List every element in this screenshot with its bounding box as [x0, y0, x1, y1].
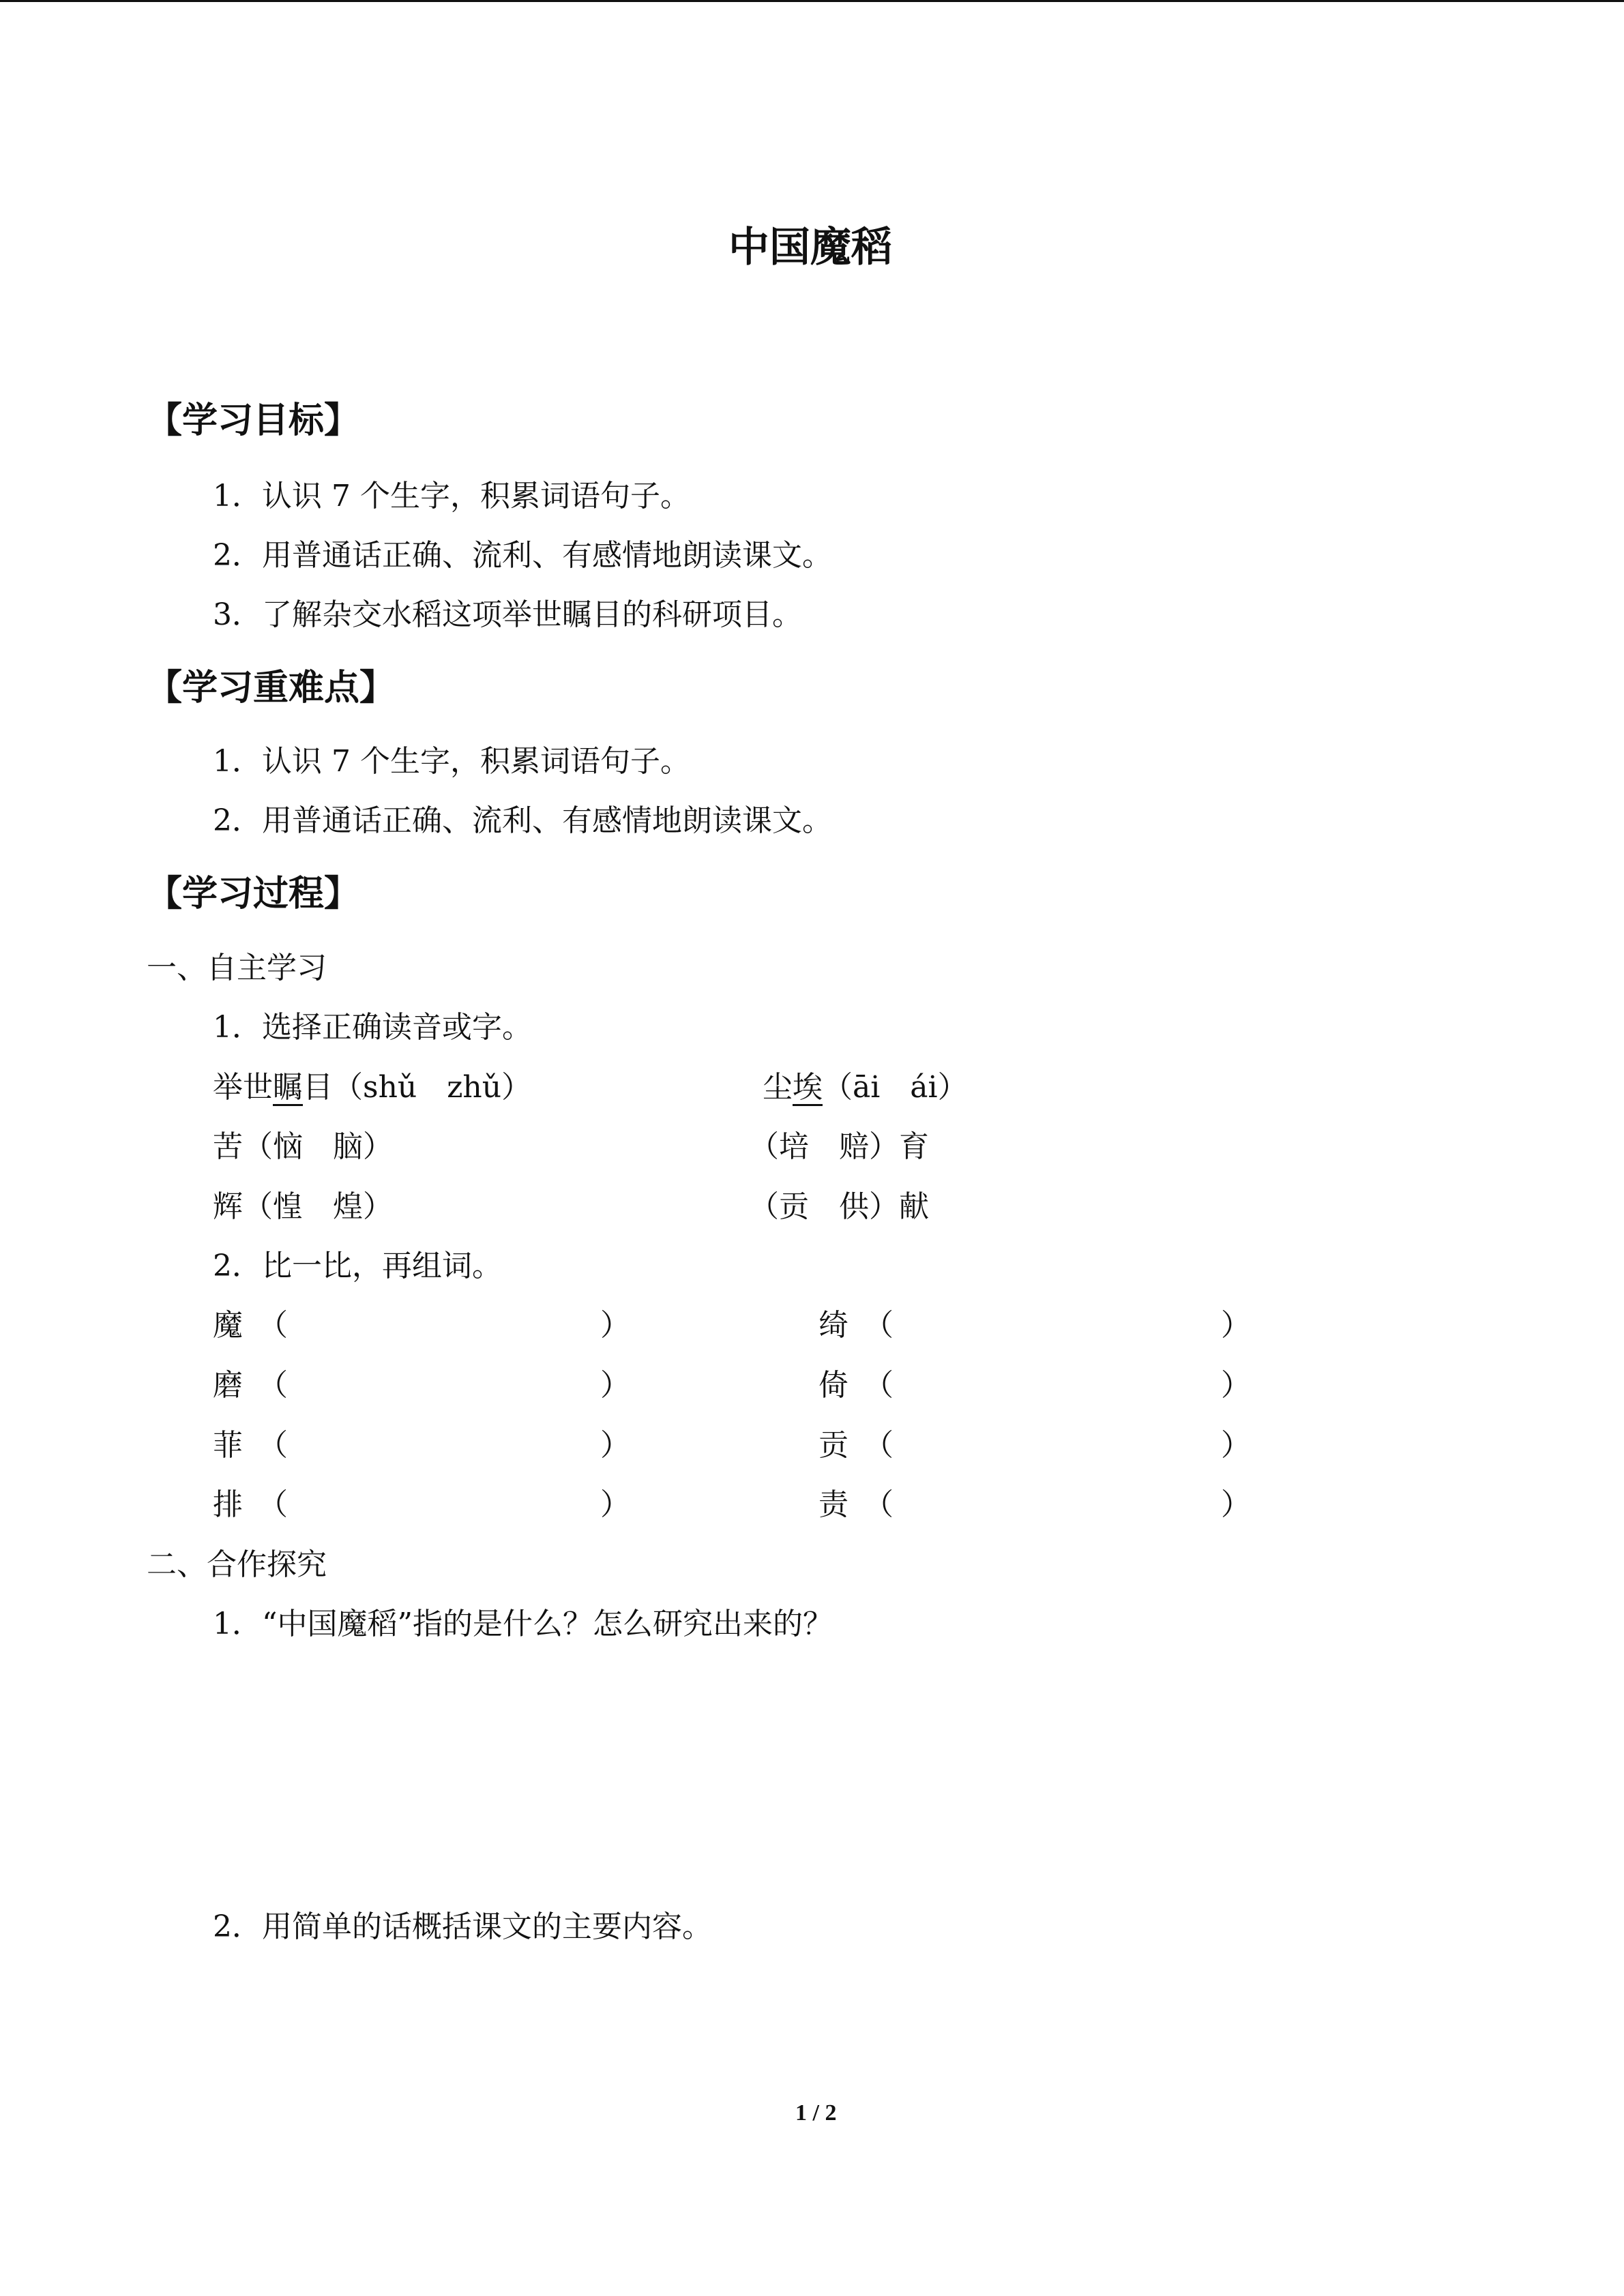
- open-paren: （: [863, 1487, 894, 1522]
- word-row-2-right-char: 倚: [818, 1368, 848, 1403]
- pron-row-2-left: 苦（恼 脑）: [213, 1129, 393, 1164]
- word-row-1-left-char: 魔: [213, 1308, 243, 1343]
- word-row-4-right-char: 责: [818, 1487, 848, 1522]
- goal-item-1: 1．认识 7 个生字，积累词语句子。: [213, 479, 690, 513]
- open-paren: （: [258, 1368, 288, 1403]
- close-paren: ）: [600, 1428, 630, 1463]
- open-paren: （: [863, 1368, 894, 1403]
- pron-row-1-right: 尘埃（āi ái）: [763, 1070, 968, 1105]
- section-heading-process: 【学习过程】: [147, 874, 360, 914]
- part1-q1-prompt: 1．选择正确读音或字。: [213, 1010, 532, 1045]
- top-border-line: [0, 0, 1624, 2]
- goal-item-3: 3．了解杂交水稻这项举世瞩目的科研项目。: [213, 597, 802, 632]
- close-paren: ）: [1221, 1428, 1251, 1463]
- key-point-item-1: 1．认识 7 个生字，积累词语句子。: [213, 744, 690, 779]
- close-paren: ）: [600, 1487, 630, 1522]
- pron-row-2-right: （培 赔）育: [749, 1129, 929, 1164]
- word-row-4-left-char: 排: [213, 1487, 243, 1522]
- page-title: 中国魔稻: [728, 224, 892, 271]
- part2-q2: 2．用简单的话概括课文的主要内容。: [213, 1909, 712, 1944]
- pron-row-1-left: 举世瞩目（shǔ zhǔ）: [213, 1070, 532, 1105]
- part2-q1: 1．“中国魔稻”指的是什么？怎么研究出来的？: [213, 1607, 833, 1641]
- close-paren: ）: [600, 1308, 630, 1343]
- goal-item-2: 2．用普通话正确、流利、有感情地朗读课文。: [213, 538, 832, 573]
- close-paren: ）: [1221, 1487, 1251, 1522]
- close-paren: ）: [1221, 1368, 1251, 1403]
- underlined-char: 埃: [793, 1070, 823, 1105]
- open-paren: （: [863, 1308, 894, 1343]
- part1-q2-prompt: 2．比一比，再组词。: [213, 1249, 502, 1283]
- word-row-2-left-char: 磨: [213, 1368, 243, 1403]
- part1-title: 一、自主学习: [147, 951, 327, 985]
- open-paren: （: [258, 1428, 288, 1463]
- word-row-1-right-char: 绮: [818, 1308, 848, 1343]
- open-paren: （: [258, 1308, 288, 1343]
- word-row-3-left-char: 菲: [213, 1428, 243, 1463]
- underlined-char: 瞩: [273, 1070, 303, 1105]
- close-paren: ）: [600, 1368, 630, 1403]
- open-paren: （: [863, 1428, 894, 1463]
- pron-row-3-right: （贡 供）献: [749, 1189, 929, 1224]
- word-row-3-right-char: 贡: [818, 1428, 848, 1463]
- open-paren: （: [258, 1487, 288, 1522]
- section-heading-key-points: 【学习重难点】: [147, 668, 396, 709]
- pron-row-3-left: 辉（惶 煌）: [213, 1189, 393, 1224]
- close-paren: ）: [1221, 1308, 1251, 1343]
- page-number: 1 / 2: [795, 2100, 837, 2126]
- key-point-item-2: 2．用普通话正确、流利、有感情地朗读课文。: [213, 803, 832, 838]
- section-heading-goals: 【学习目标】: [147, 400, 360, 441]
- part2-title: 二、合作探究: [147, 1547, 327, 1582]
